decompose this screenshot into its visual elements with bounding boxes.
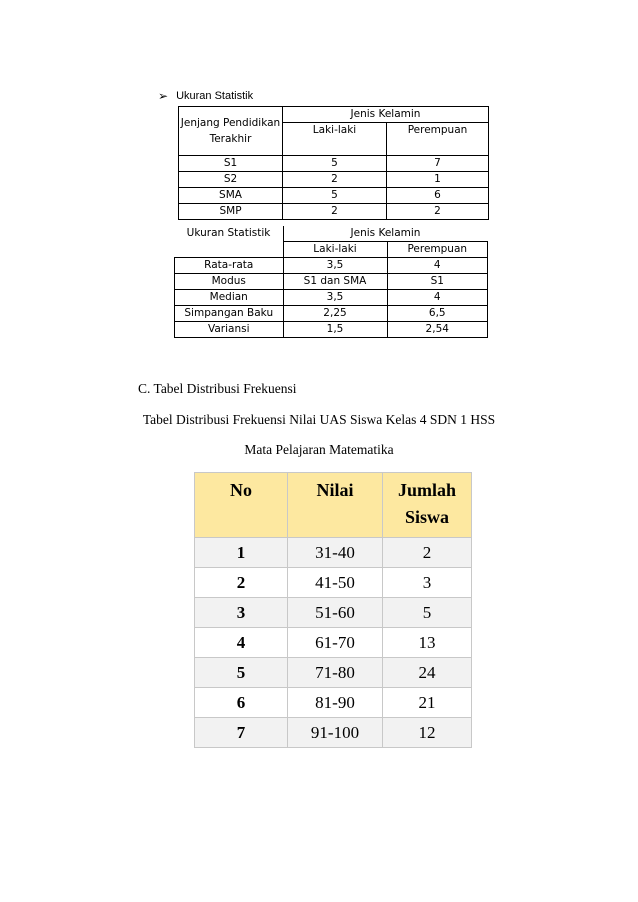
table-row: Simpangan Baku 2,25 6,5 bbox=[175, 306, 488, 322]
header-no: No bbox=[195, 473, 288, 538]
bullet-ukuran-statistik bbox=[158, 90, 253, 102]
education-table bbox=[178, 106, 489, 220]
statistics-table bbox=[174, 226, 488, 338]
frequency-table bbox=[194, 472, 472, 748]
table-row: 1 31-40 2 bbox=[195, 538, 472, 568]
statistics-group-header: Jenis Kelamin bbox=[283, 226, 488, 242]
table-header-row bbox=[195, 473, 472, 538]
section-heading: C. Tabel Distribusi Frekuensi bbox=[138, 381, 297, 396]
table-row: 6 81-90 21 bbox=[195, 688, 472, 718]
table-row: SMP 2 2 bbox=[179, 204, 489, 220]
table-row: Modus S1 dan SMA S1 bbox=[175, 274, 488, 290]
table-row: 5 71-80 24 bbox=[195, 658, 472, 688]
table-row: 7 91-100 12 bbox=[195, 718, 472, 748]
table-row: 2 41-50 3 bbox=[195, 568, 472, 598]
table-row: S2 2 1 bbox=[179, 172, 489, 188]
table-row: SMA 5 6 bbox=[179, 188, 489, 204]
table-caption: Tabel Distribusi Frekuensi Nilai UAS Siswa Kelas 4 SDN 1 HSS bbox=[142, 412, 496, 427]
education-subheader-female: Perempuan bbox=[387, 123, 489, 156]
table-subcaption: Mata Pelajaran Matematika bbox=[244, 442, 394, 457]
education-group-header: Jenis Kelamin bbox=[283, 107, 489, 123]
table-row: Variansi 1,5 2,54 bbox=[175, 322, 488, 338]
statistics-col-header: Ukuran Statistik bbox=[186, 227, 271, 240]
table-row: 4 61-70 13 bbox=[195, 628, 472, 658]
table-row: S1 5 7 bbox=[179, 156, 489, 172]
header-nilai: Nilai bbox=[288, 473, 383, 538]
statistics-subheader-female: Perempuan bbox=[387, 242, 488, 258]
education-subheader-male: Laki-laki bbox=[283, 123, 387, 156]
table-row: Median 3,5 4 bbox=[175, 290, 488, 306]
arrow-bullet-icon: ➢ bbox=[158, 89, 169, 103]
statistics-subheader-male: Laki-laki bbox=[283, 242, 387, 258]
header-jumlah-siswa: Jumlah Siswa bbox=[383, 473, 472, 538]
table-row: Rata-rata 3,5 4 bbox=[175, 258, 488, 274]
education-col-header: Jenjang Pendidikan Terakhir bbox=[179, 107, 283, 156]
table-row: 3 51-60 5 bbox=[195, 598, 472, 628]
bullet-text: Ukuran Statistik bbox=[176, 90, 254, 102]
